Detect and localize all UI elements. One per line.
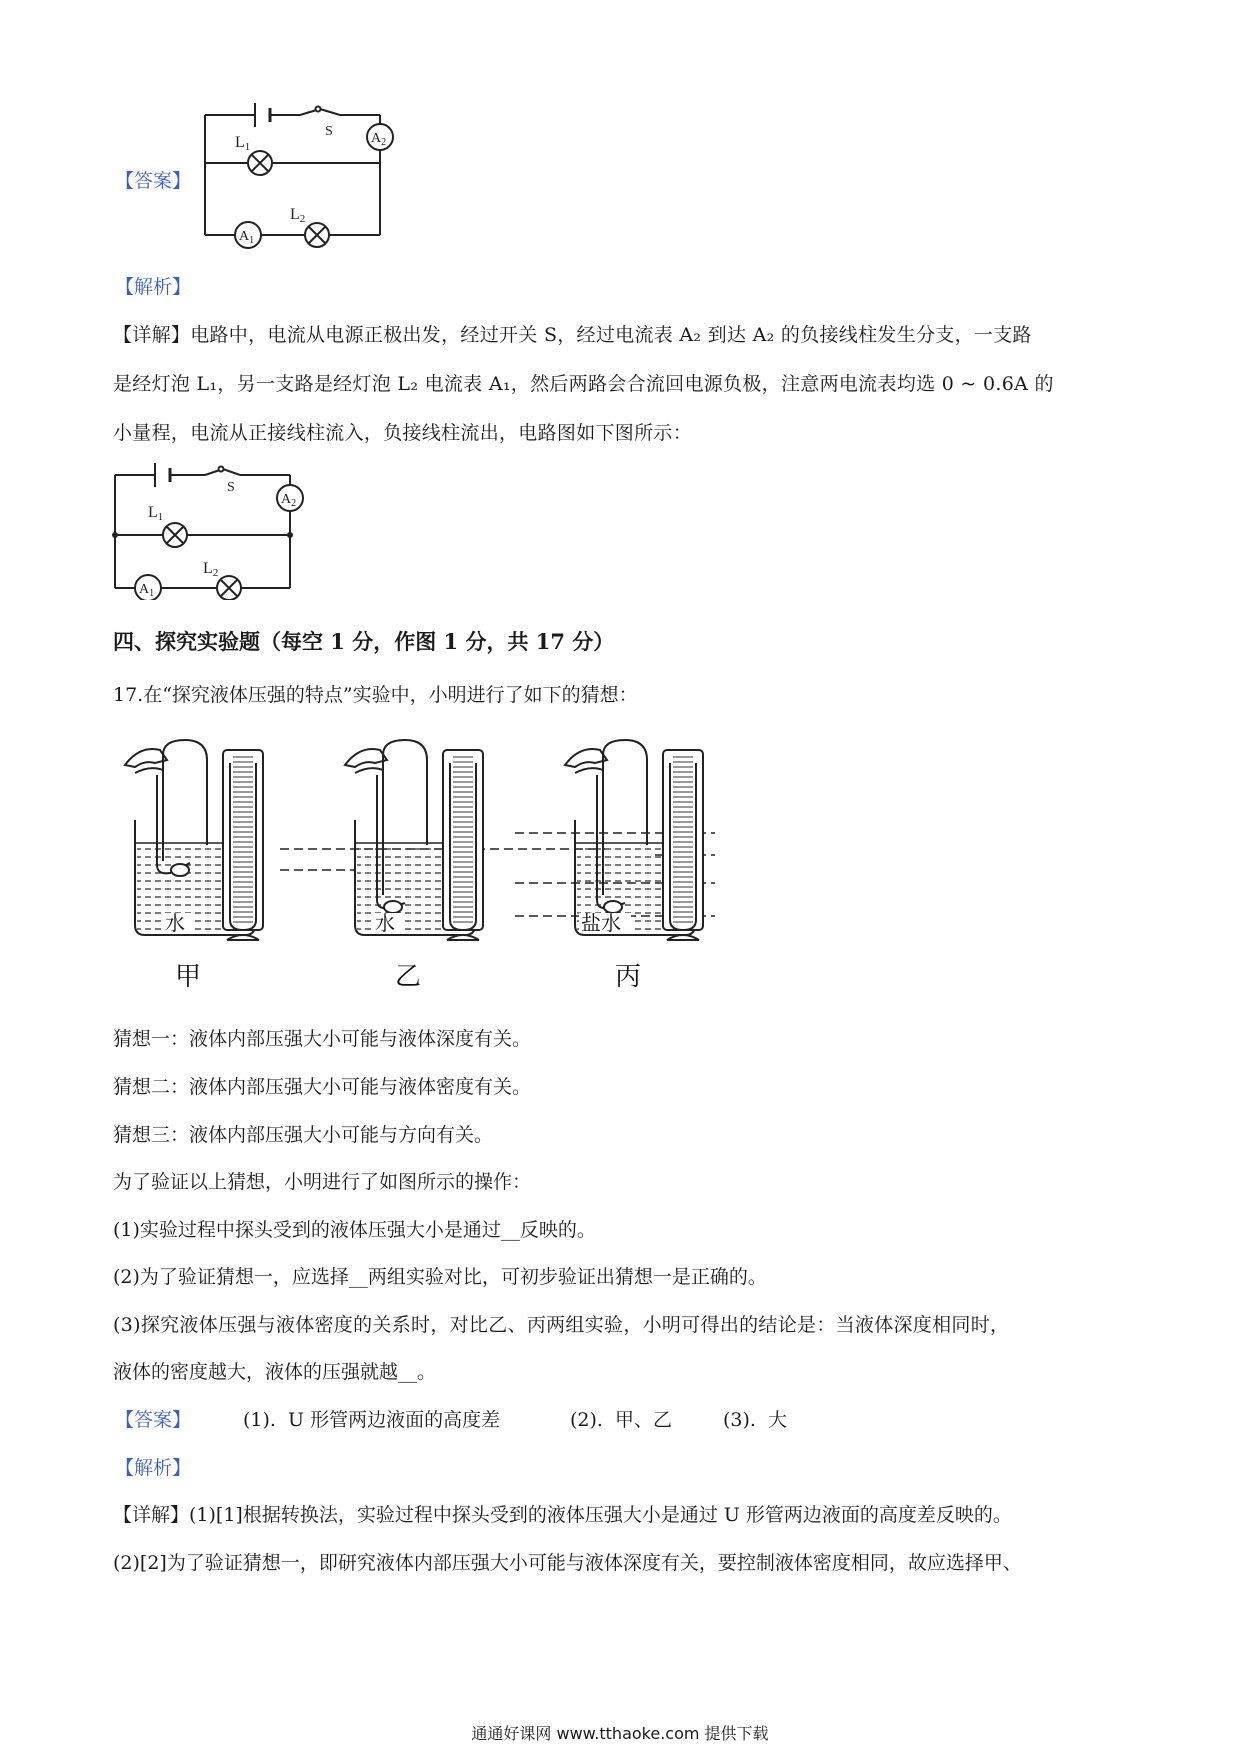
- detail-line-1: [113, 320, 1032, 347]
- pressure-experiment-figure: [115, 725, 795, 995]
- answer-tag: 【答案】: [115, 170, 192, 192]
- subquestion-2: (2)为了验证猜想一，应选择__两组实验对比，可初步验证出猜想一是正确的。: [113, 1266, 767, 1288]
- liquid-label-jia: 水: [165, 913, 185, 935]
- detail-circuit-diagram: [105, 455, 320, 600]
- ammeter1-label: $A_1$: [239, 229, 255, 246]
- detail-tag: 【详解】: [113, 324, 191, 346]
- answer-2: (2). 甲、乙: [570, 1409, 673, 1431]
- detail-line-2: 是经灯泡 L₁，另一支路是经灯泡 L₂ 电流表 A₁，然后两路会合流回电源负极，注意两电流表均选 0 ~ 0.6A 的: [113, 373, 1054, 395]
- group-yi-apparatus: [345, 740, 483, 940]
- detail-17-line-2: (2)[2]为了验证猜想一，即研究液体内部压强大小可能与液体深度有关，要控制液体密度相同，故应选择甲、: [113, 1552, 1022, 1574]
- subquestion-3-line-2: 液体的密度越大，液体的压强就越__。: [113, 1361, 437, 1383]
- analysis-tag: 【解析】: [115, 276, 192, 298]
- guess-3: 猜想三：液体内部压强大小可能与方向有关。: [113, 1124, 494, 1146]
- answer-tag-17: 【答案】: [115, 1409, 192, 1431]
- guess-2: 猜想二：液体内部压强大小可能与液体密度有关。: [113, 1076, 532, 1098]
- ammeter2-label: $A_2$: [371, 131, 387, 148]
- group-jia-apparatus: [125, 740, 263, 940]
- group-label-jia: 甲: [175, 962, 202, 991]
- operation-intro: 为了验证以上猜想，小明进行了如图所示的操作：: [113, 1171, 532, 1193]
- answer-1: (1). U 形管两边液面的高度差: [243, 1409, 501, 1431]
- lamp2-label: L2: [290, 206, 306, 225]
- detail-text-1: 电路中，电流从电源正极出发，经过开关 S，经过电流表 A₂ 到达 A₂ 的负接线柱发生分支，一支路: [190, 324, 1032, 346]
- detail-line-3: 小量程，电流从正接线柱流入，负接线柱流出，电路图如下图所示：: [113, 422, 693, 444]
- detail-17-line-1: [113, 1500, 1012, 1527]
- guess-1: 猜想一：液体内部压强大小可能与液体深度有关。: [113, 1028, 532, 1050]
- subquestion-1: (1)实验过程中探头受到的液体压强大小是通过__反映的。: [113, 1219, 596, 1241]
- answer-3: (3). 大: [723, 1409, 788, 1431]
- group-label-yi: 乙: [395, 962, 422, 991]
- detail-17-tag: 【详解】: [113, 1504, 190, 1526]
- lamp1-label-2: L1: [148, 504, 164, 523]
- question-17-stem: 17.在“探究液体压强的特点”实验中，小明进行了如下的猜想：: [113, 684, 638, 706]
- page-footer: 通通好课网 www.tthaoke.com 提供下载: [471, 1724, 769, 1743]
- section-heading: 四、探究实验题（每空 1 分，作图 1 分，共 17 分）: [113, 629, 615, 654]
- analysis-tag-17: 【解析】: [115, 1457, 192, 1479]
- group-bing-apparatus: [565, 740, 703, 940]
- subquestion-3-line-1: (3)探究液体压强与液体密度的关系时，对比乙、丙两组实验，小明可得出的结论是：当液体深度相同时，: [113, 1314, 1010, 1336]
- lamp2-label-2: L2: [203, 560, 219, 579]
- switch-label-2: S: [227, 480, 235, 495]
- lamp1-label: L1: [235, 134, 251, 153]
- detail-17-text-1: (1)[1]根据转换法，实验过程中探头受到的液体压强大小是通过 U 形管两边液面的高度差反映的。: [189, 1504, 1012, 1526]
- group-label-bing: 丙: [615, 962, 642, 991]
- ammeter2-label-2: $A_2$: [281, 492, 297, 509]
- ammeter1-label-2: $A_1$: [139, 582, 155, 599]
- answer-circuit-diagram: [195, 95, 415, 255]
- liquid-label-yi: 水: [375, 913, 395, 935]
- switch-label: S: [325, 124, 333, 139]
- liquid-label-bing: 盐水: [581, 913, 621, 935]
